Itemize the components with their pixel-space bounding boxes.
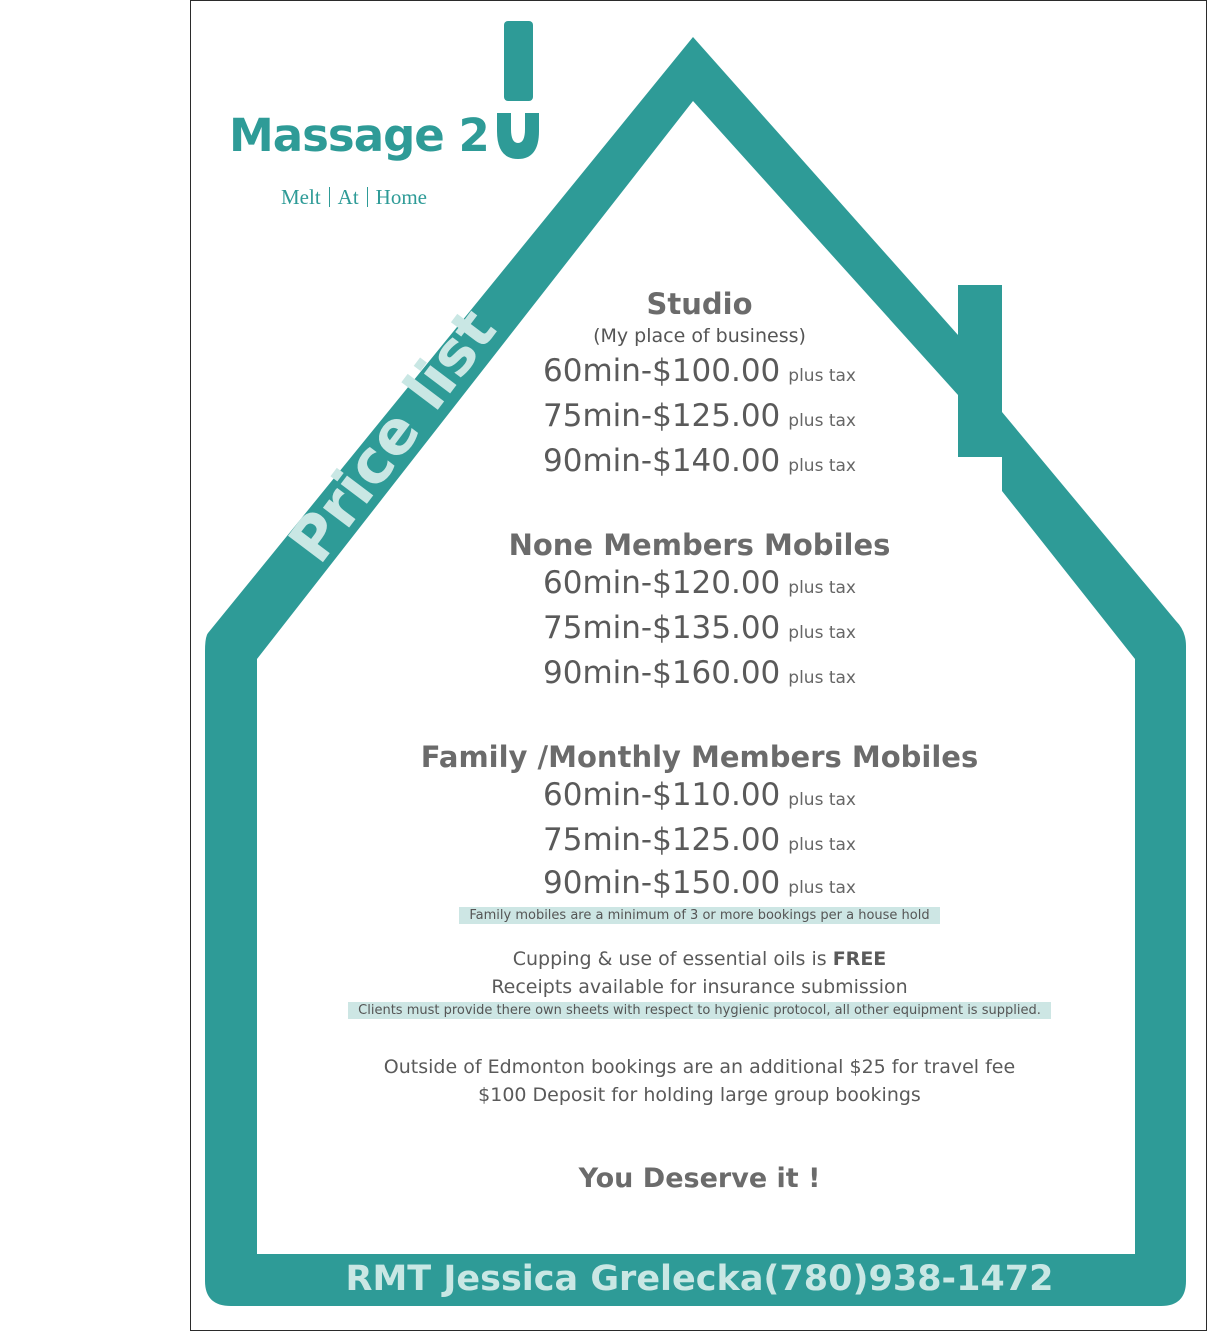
tax-note: plus tax <box>788 578 856 598</box>
price-list-flyer <box>190 0 1207 1331</box>
price-label: 75min-$125.00 <box>543 398 781 434</box>
price-label: 60min-$100.00 <box>543 353 781 389</box>
studio-section <box>191 287 1207 486</box>
studio-price-row <box>191 441 1207 486</box>
non-members-price-row <box>191 608 1207 653</box>
cupping-line <box>191 945 1207 973</box>
studio-subtitle: (My place of business) <box>593 325 806 347</box>
slogan-section <box>191 1163 1207 1194</box>
extras-section <box>191 945 1207 1019</box>
members-price-row <box>191 820 1207 865</box>
therapist-contact: RMT Jessica Grelecka(780)938-1472 <box>345 1259 1054 1299</box>
non-members-section <box>191 527 1207 698</box>
receipts-line: Receipts available for insurance submission <box>491 976 908 998</box>
members-title: Family /Monthly Members Mobiles <box>420 740 979 774</box>
tax-note: plus tax <box>788 411 856 431</box>
tax-note: plus tax <box>788 878 856 898</box>
tax-note: plus tax <box>788 668 856 688</box>
cupping-text: Cupping & use of essential oils is <box>512 948 833 970</box>
price-list-banner: Price list <box>275 296 511 576</box>
tax-note: plus tax <box>788 623 856 643</box>
members-price-row <box>191 865 1207 906</box>
fees-section <box>191 1053 1207 1109</box>
price-label: 90min-$160.00 <box>543 655 781 691</box>
price-label: 90min-$140.00 <box>543 443 781 479</box>
non-members-price-row <box>191 653 1207 698</box>
studio-price-row <box>191 396 1207 441</box>
tax-note: plus tax <box>788 790 856 810</box>
studio-title: Studio <box>646 287 753 321</box>
studio-price-row <box>191 351 1207 396</box>
tagline-at: At <box>337 185 359 209</box>
logo-u-cup <box>497 113 539 159</box>
price-label: 60min-$120.00 <box>543 565 781 601</box>
non-members-price-row <box>191 563 1207 608</box>
tax-note: plus tax <box>788 456 856 476</box>
tagline-divider <box>329 187 330 207</box>
family-note: Family mobiles are a minimum of 3 or more bookings per a house hold <box>459 907 939 924</box>
tax-note: plus tax <box>788 366 856 386</box>
tagline-home: Home <box>375 185 427 209</box>
free-label: FREE <box>832 948 887 970</box>
tax-note: plus tax <box>788 835 856 855</box>
logo-u-stem <box>504 21 533 101</box>
logo-wordmark: Massage 2 <box>229 109 489 162</box>
logo-tagline <box>281 185 427 210</box>
sheets-note: Clients must provide there own sheets with respect to hygienic protocol, all other equipment is supplied. <box>348 1002 1051 1019</box>
price-label: 75min-$125.00 <box>543 822 781 858</box>
price-label: 90min-$150.00 <box>543 865 781 901</box>
price-label: 75min-$135.00 <box>543 610 781 646</box>
tagline-divider <box>367 187 368 207</box>
tagline-melt: Melt <box>281 185 321 209</box>
price-label: 60min-$110.00 <box>543 777 781 813</box>
deposit-line: $100 Deposit for holding large group bookings <box>478 1084 921 1106</box>
non-members-title: None Members Mobiles <box>508 528 891 562</box>
slogan: You Deserve it ! <box>578 1163 821 1194</box>
travel-fee-line: Outside of Edmonton bookings are an additional $25 for travel fee <box>383 1056 1016 1078</box>
members-section <box>191 739 1207 924</box>
members-price-row <box>191 775 1207 820</box>
